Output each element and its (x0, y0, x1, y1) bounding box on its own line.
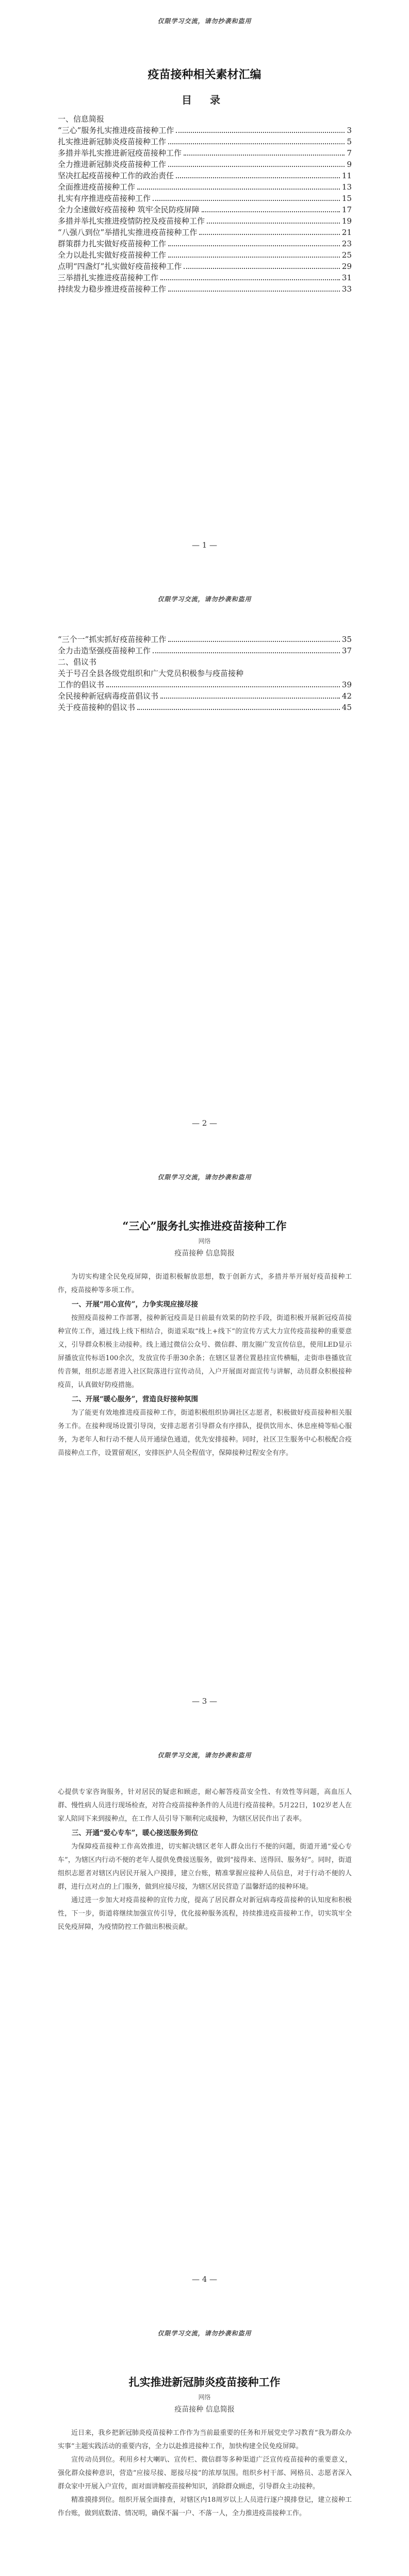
toc-entry-page: 35 (341, 635, 352, 644)
toc-entry-link[interactable] (58, 702, 352, 713)
toc-entry-link[interactable] (58, 679, 352, 690)
toc-entry-link[interactable] (58, 272, 352, 283)
toc-entry-link[interactable] (58, 159, 352, 170)
table-of-contents (58, 113, 352, 295)
toc-entry-title: 全力以赴扎实做好疫苗接种工作 (58, 250, 167, 260)
toc-leader-dots (168, 291, 340, 292)
toc-entry-link[interactable] (58, 215, 352, 227)
page-2 (0, 578, 409, 1156)
toc-entry-title: 扎实推进新冠肺炎疫苗接种工作 (58, 137, 167, 146)
toc-entry-title: 全力全速做好疫苗接种 筑牢全民防疫屏障 (58, 205, 200, 214)
toc-entry-title: 关于号召全县各级党组织和广大党员积极参与疫苗接种 (58, 669, 244, 678)
toc-entry-link[interactable] (58, 249, 352, 261)
section-heading: 二、开展“暖心服务”，营造良好接种氛围 (72, 1395, 199, 1403)
article-body (58, 2427, 352, 2520)
toc-entry-page: 21 (341, 228, 352, 237)
toc-entry-page: 29 (341, 262, 352, 271)
toc-leader-dots (168, 641, 340, 642)
toc-entry-page: 13 (341, 182, 352, 192)
toc-leader-dots (168, 257, 340, 258)
toc-heading: 目 录 (182, 94, 227, 106)
watermark: 仅限学习交流，请勿抄袭和盗用 (157, 596, 252, 603)
document-title: 疫苗接种相关素材汇编 (148, 68, 261, 81)
paragraph: 为保障疫苗接种工作高效推进，切实解决辖区老年人群众出行不便的问题，街道开通“爱心专车”，为辖区内行动不便的老年人提供免费接送服务，做到“接得来、送得回、服务好”。同时，街道组织志愿者对辖区内居民开展入户摸排，建立台账，精准掌握应接种人员信息，对于行动不便的人群，进行点对点的上门服务，做到应接尽接，为辖区居民营造了温馨舒适的接种环境。 (58, 1843, 352, 1891)
toc-entry-link[interactable] (58, 283, 352, 295)
toc-entry-title: 多措并举扎实推进疫情防控及疫苗接种工作 (58, 216, 205, 226)
toc-leader-dots (168, 143, 345, 144)
toc-list (58, 125, 352, 295)
toc-entry-title: 点明“四盏灯”扎实做好疫苗接种工作 (58, 262, 182, 271)
toc-entry-title: “三个一”抓实抓好疫苗接种工作 (58, 635, 167, 644)
table-of-contents-continued (58, 634, 352, 713)
toc-entry-link[interactable] (58, 204, 352, 215)
page-4 (0, 1734, 409, 2312)
toc-entry-page: 3 (347, 126, 352, 135)
toc-entry-title: 多措并举扎实推进新冠疫苗接种工作 (58, 148, 182, 158)
article-byline: 疫苗接种 信息简报 (174, 2405, 235, 2414)
toc-entry-link[interactable] (58, 170, 352, 181)
article-body (58, 1270, 352, 1460)
toc-entry-page: 33 (341, 284, 352, 294)
article-source: 网络 (198, 2394, 211, 2401)
toc-leader-dots (137, 709, 340, 710)
toc-entry-title: 持续发力稳步推进疫苗接种工作 (58, 284, 167, 294)
page-1 (0, 0, 409, 578)
toc-list (58, 690, 352, 713)
toc-entry-page: 31 (341, 273, 352, 282)
toc-leader-dots (168, 245, 340, 246)
toc-entry-link[interactable] (58, 227, 352, 238)
toc-section-briefings: 一、信息简报 (58, 114, 105, 124)
toc-leader-dots (184, 155, 345, 156)
toc-entry-page: 9 (347, 160, 352, 169)
page-number: — 1 — (191, 540, 218, 550)
toc-entry-link[interactable] (58, 181, 352, 193)
article-source: 网络 (198, 1238, 211, 1245)
paragraph: 近日来，我乡把新冠肺炎疫苗接种工作作为当前最重要的任务和开展党史学习教育“我为群众办实事”主题实践活动的重要内容，全力以赴推进接种工作，加快构建全民免疫屏障。 (58, 2429, 352, 2450)
toc-entry-link[interactable] (58, 261, 352, 272)
toc-entry-title: 关于疫苗接种的倡议书 (58, 703, 136, 712)
watermark: 仅限学习交流，请勿抄袭和盗用 (157, 1752, 252, 1759)
toc-entry-page: 7 (347, 148, 352, 158)
toc-leader-dots (207, 223, 340, 224)
toc-leader-dots (184, 268, 340, 269)
paragraph: 精准摸排到位。组织开展全面排查，对辖区内18周岁以上人员进行逐户摸排登记，建立接种工作台账，做到底数清、情况明，确保不漏一户、不落一人，全力推进疫苗接种工作。 (58, 2496, 352, 2517)
toc-entry-title: 群策群力扎实做好疫苗接种工作 (58, 239, 167, 248)
paragraph: 为了能更有效地推进疫苗接种工作，街道积极组织协调社区志愿者，积极做好疫苗接种相关服务工作。在接种现场设置引导岗，安排志愿者引导群众有序排队，提供饮用水、休息座椅等贴心服务，为老年人和行动不便人员开通绿色通道，优先安排接种。同时，社区卫生服务中心积极配合疫苗接种点工作，设置留观区，安排医护人员全程值守，保障接种过程安全有序。 (58, 1409, 352, 1457)
paragraph: 通过进一步加大对疫苗接种的宣传力度，提高了居民群众对新冠病毒疫苗接种的认知度和积极性，下一步，街道将继续加强宣传引导，优化接种服务流程，持续推进疫苗接种工作，切实筑牢全民免疫屏障，为疫情防控工作做出积极贡献。 (58, 1896, 352, 1931)
article-byline: 疫苗接种 信息简报 (174, 1249, 235, 1258)
toc-entry-page: 5 (347, 137, 352, 146)
toc-entry-title: “八强八到位”举措扎实推进疫苗接种工作 (58, 228, 198, 237)
toc-leader-dots (168, 166, 345, 167)
toc-leader-dots (202, 211, 340, 212)
toc-entry-title: 三举措扎实推进疫苗接种工作 (58, 273, 159, 282)
toc-entry-page: 23 (341, 239, 352, 248)
toc-leader-dots (176, 132, 345, 133)
toc-entry-page: 15 (341, 194, 352, 203)
toc-entry-title: 全面推进疫苗接种工作 (58, 182, 136, 192)
page-5 (0, 2312, 409, 2576)
paragraph: 心提供专家咨询服务，针对居民的疑虑和顾虑，耐心解答疫苗安全性、有效性等问题，高血压人群、慢性病人员进行现场检查，对符合疫苗接种条件的人员进行疫苗接种。5月22日，102岁老人在家人陪同下来到接种点，在工作人员引导下顺利完成接种，为辖区居民作出了表率。 (58, 1788, 352, 1823)
toc-section-proposals: 二、倡议书 (58, 657, 97, 667)
toc-leader-dots (176, 177, 340, 178)
toc-leader-dots (106, 686, 340, 687)
page-number: — 2 — (191, 1118, 218, 1128)
toc-entry-page: 17 (341, 205, 352, 214)
toc-entry-title: 扎实有序推进疫苗接种工作 (58, 194, 151, 203)
toc-entry-page: 45 (341, 703, 352, 712)
page-number: — 3 — (191, 1697, 218, 1706)
watermark: 仅限学习交流，请勿抄袭和盗用 (157, 1174, 252, 1181)
toc-entry-page: 19 (341, 216, 352, 226)
toc-entry-title: 全力推进新冠肺炎疫苗接种工作 (58, 160, 167, 169)
paragraph: 按照疫苗接种工作部署，接种新冠疫苗是日前最有效果的防控手段，街道积极开展新冠疫苗接种宣传工作，通过线上线下相结合，街道采取“线上+线下”的宣传方式大力宣传疫苗接种的重要意义，引导群众积极主动接种。线上通过微信公众号、微信群、朋友圈广发宣传信息，使用LED显示屏播放宣传标语100余次，发放宣传手册30余条；在辖区显著位置悬挂宣传横幅，走街串巷播放宣传音频，组织志愿者进入社区院落进行宣传动员，入户开展面对面宣传与讲解，动员群众积极接种疫苗，认真做好防疫措施。 (58, 1314, 352, 1389)
toc-list (58, 634, 352, 656)
section-heading: 三、开通“爱心专车”，暖心接送服务到位 (72, 1829, 199, 1837)
article-body-continued (58, 1786, 352, 1934)
toc-leader-dots (153, 200, 340, 201)
toc-entry-link[interactable] (58, 238, 352, 249)
toc-entry-link[interactable] (58, 645, 352, 656)
toc-entry-page: 37 (341, 646, 352, 655)
page-3 (0, 1156, 409, 1734)
toc-leader-dots (137, 189, 340, 190)
toc-entry-page: 11 (341, 171, 352, 180)
toc-entry-page: 39 (341, 680, 352, 689)
toc-leader-dots (160, 698, 340, 699)
toc-entry-link[interactable] (58, 193, 352, 204)
toc-entry-link[interactable] (58, 136, 352, 147)
toc-leader-dots (160, 279, 340, 280)
toc-entry-link[interactable] (58, 668, 352, 679)
toc-entry-title: 工作的倡议书 (58, 680, 105, 689)
watermark: 仅限学习交流，请勿抄袭和盗用 (157, 2330, 252, 2337)
toc-entry-title: 坚决扛起疫苗接种工作的政治责任 (58, 171, 174, 180)
page-number: — 4 — (191, 2275, 218, 2284)
article-title: “三心”服务扎实推进疫苗接种工作 (122, 1219, 287, 1232)
paragraph: 宣传动员到位。利用乡村大喇叭、宣传栏、微信群等多种渠道广泛宣传疫苗接种的重要意义，强化群众接种意识，营造“应接尽接、愿接尽接”的浓厚氛围。组织乡村干部、网格员、志愿者深入群众家中开展入户宣传，面对面讲解疫苗接种知识，消除群众顾虑，引导群众主动接种。 (58, 2456, 352, 2490)
toc-entry-link[interactable] (58, 125, 352, 136)
toc-entry-page: 42 (341, 691, 352, 701)
toc-entry-link[interactable] (58, 634, 352, 645)
toc-entry-link[interactable] (58, 147, 352, 159)
toc-entry-title: 全力击造坚强疫苗接种工作 (58, 646, 151, 655)
toc-entry-link[interactable] (58, 690, 352, 702)
section-heading: 一、开展“用心宣传”，力争实现应接尽接 (72, 1300, 199, 1309)
paragraph: 为切实构建全民免疫屏障，街道积极解放思想，数于创新方式，多措并举开展好疫苗接种工作，疫苗接种等多项工作。 (58, 1273, 352, 1294)
toc-leader-dots (199, 234, 340, 235)
watermark: 仅限学习交流，请勿抄袭和盗用 (157, 18, 252, 25)
article-title: 扎实推进新冠肺炎疫苗接种工作 (128, 2376, 281, 2388)
toc-leader-dots (153, 652, 340, 653)
toc-entry-title: 全民接种新冠病毒疫苗倡议书 (58, 691, 159, 701)
toc-entry-page: 25 (341, 250, 352, 260)
toc-entry-title: “三心”服务扎实推进疫苗接种工作 (58, 126, 174, 135)
